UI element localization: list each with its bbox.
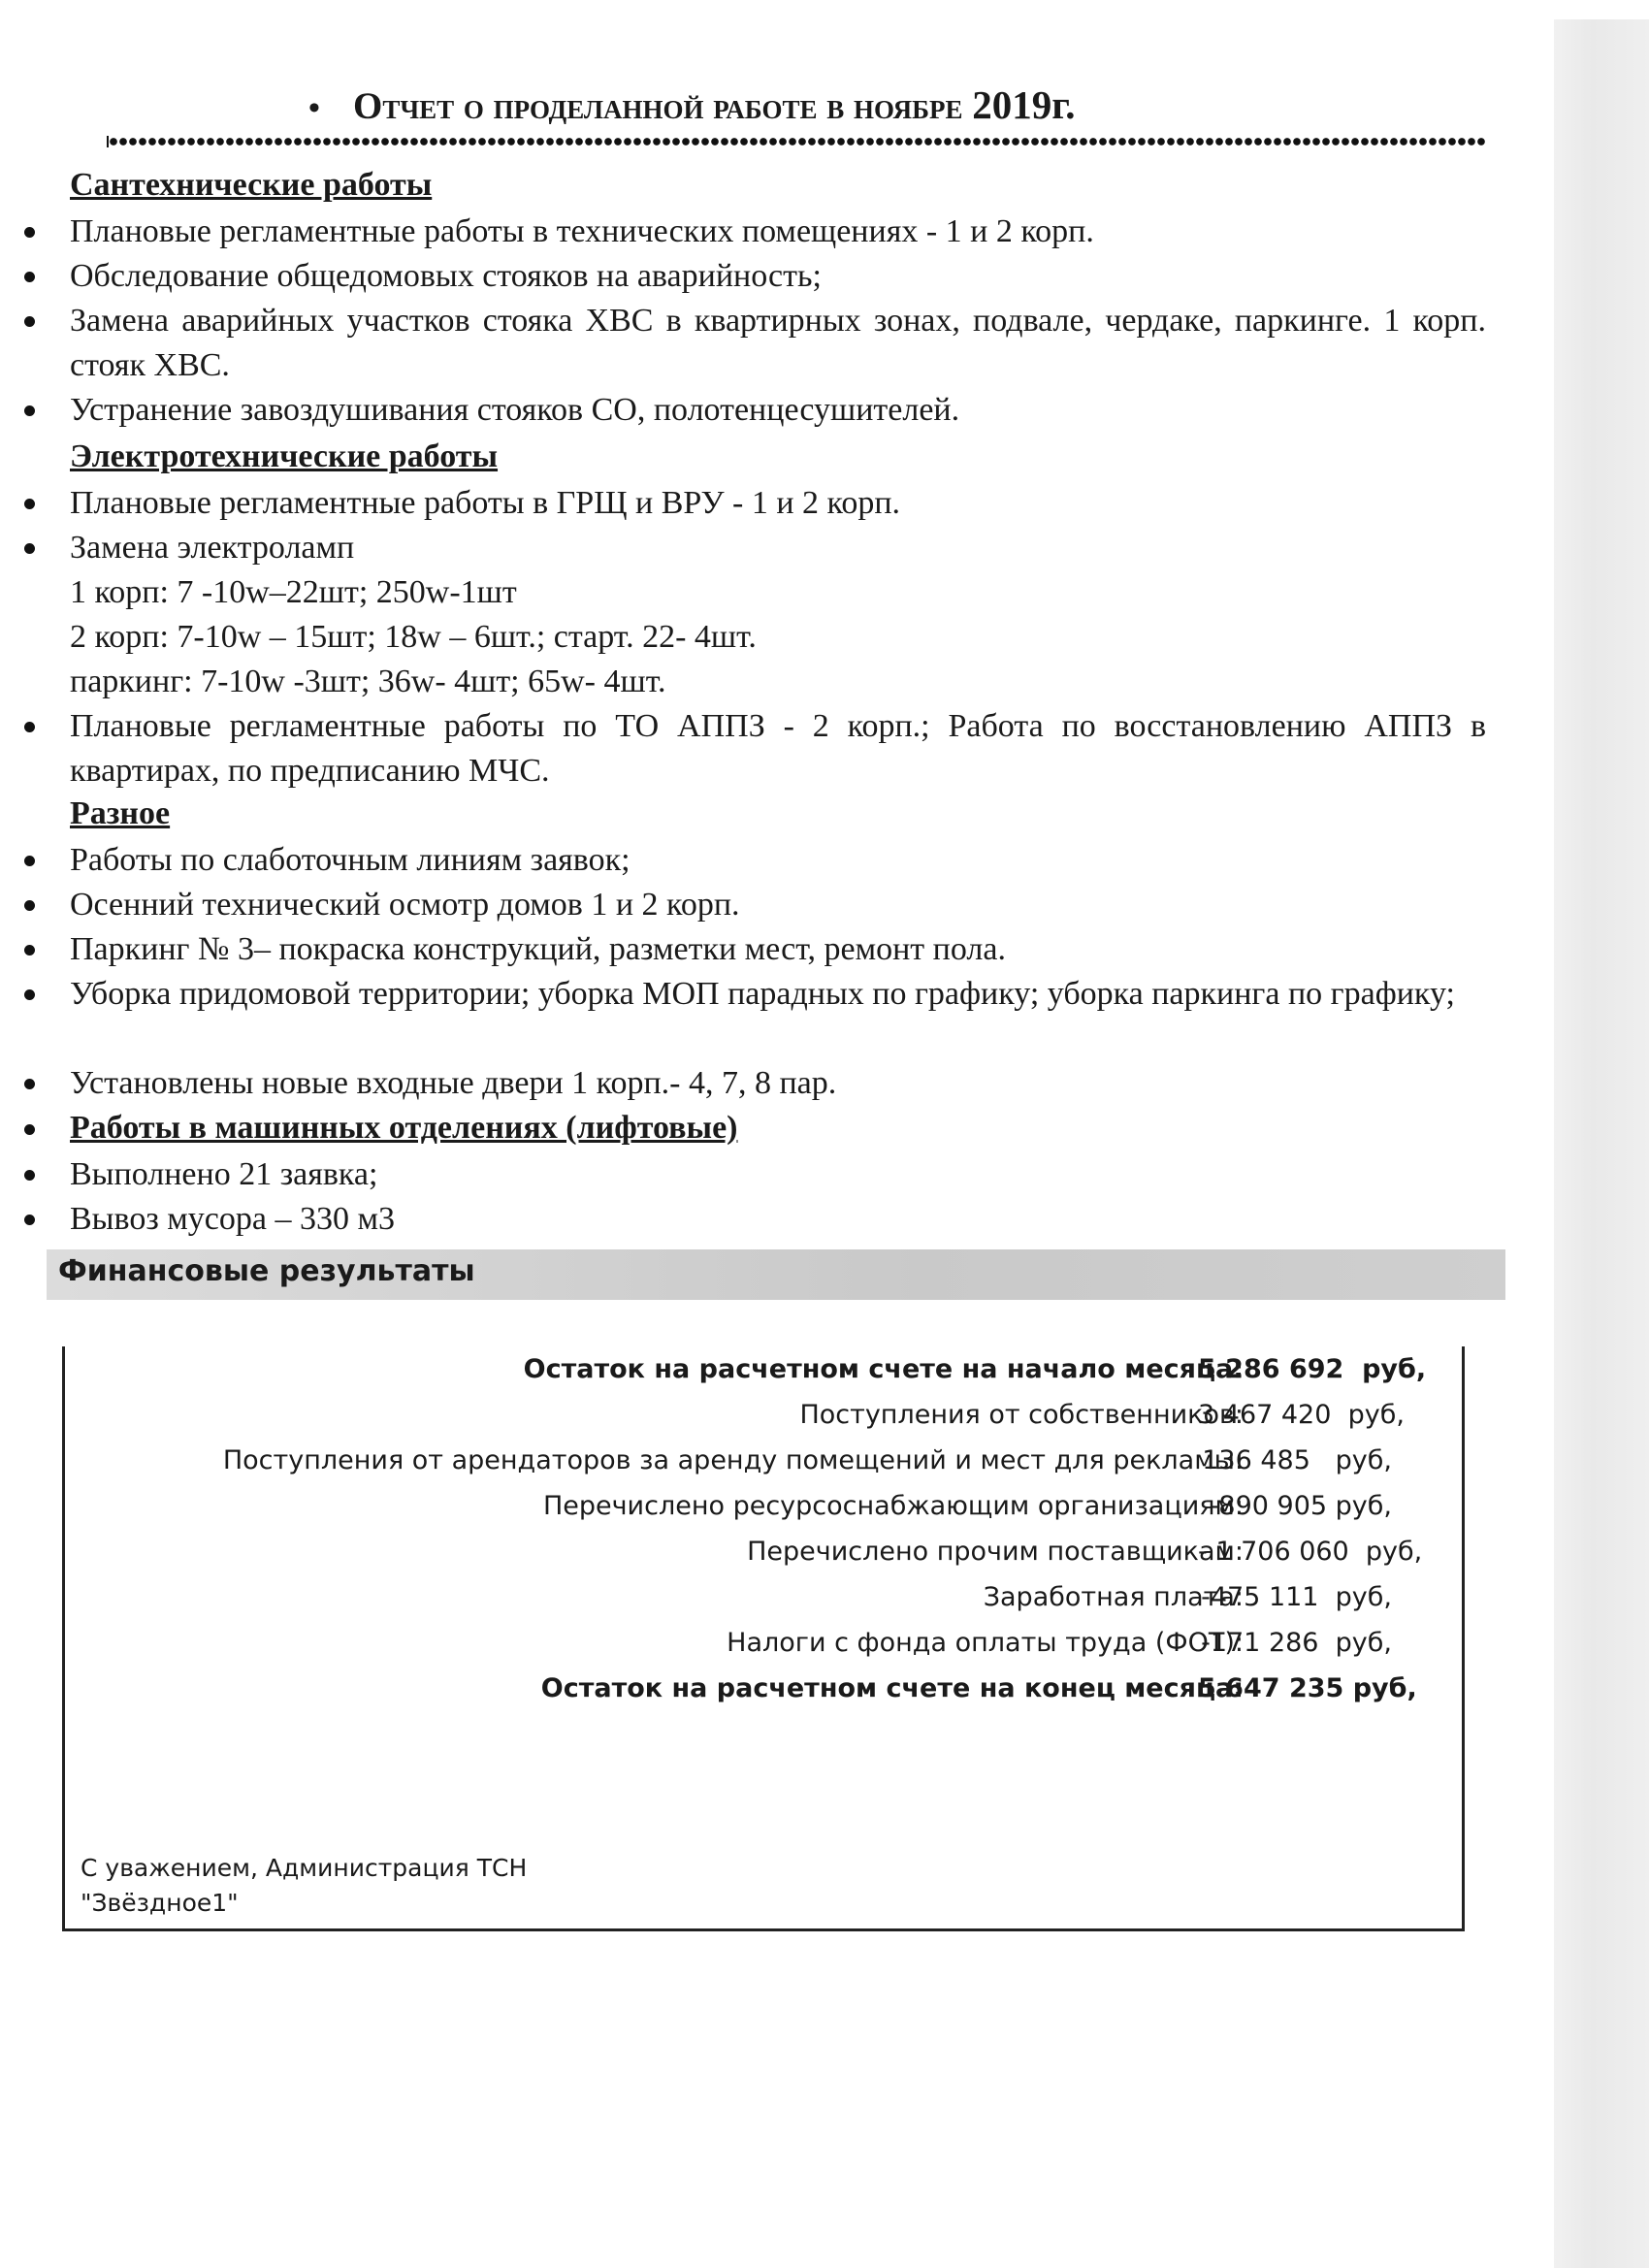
list-item: Паркинг № 3– покраска конструкций, разметки мест, ремонт пола. <box>70 927 1486 972</box>
lamps-line: паркинг: 7-10w -3шт; 36w- 4шт; 65w- 4шт. <box>70 664 666 699</box>
finance-row <box>65 1582 1462 1625</box>
list-item: Вывоз мусора – 330 м3 <box>70 1197 1486 1242</box>
list-item: Плановые регламентные работы в технических помещениях - 1 и 2 корп. <box>70 210 1486 254</box>
finance-row <box>65 1354 1462 1397</box>
finance-label: Перечислено прочим поставщикам: <box>747 1537 1244 1567</box>
list-item: Выполнено 21 заявка; <box>70 1152 1486 1197</box>
finance-row <box>65 1673 1462 1716</box>
finance-label: Перечислено ресурсоснабжающим организациям: <box>542 1491 1244 1521</box>
finance-label: Заработная плата: <box>983 1582 1244 1612</box>
finance-label: Поступления от арендаторов за аренду помещений и мест для рекламы: <box>222 1445 1244 1475</box>
finance-row <box>65 1628 1462 1670</box>
signature-line: С уважением, Администрация ТСН <box>81 1854 528 1882</box>
section-heading-electrical: Электротехнические работы <box>70 438 499 474</box>
finance-value: 5 647 235 руб, <box>1198 1673 1417 1703</box>
list-item: Плановые регламентные работы в ГРЩ и ВРУ - 1 и 2 корп. <box>70 481 1486 526</box>
title-text: Отчет о проделанной работе в ноябре <box>353 85 973 127</box>
finance-value: 3 467 420 руб, <box>1198 1400 1405 1430</box>
lamps-line: 2 корп: 7-10w – 15шт; 18w – 6шт.; старт. 22- 4шт. <box>70 619 757 655</box>
finance-value: -890 905 руб, <box>1209 1491 1392 1521</box>
list-item: Устранение завоздушивания стояков СО, полотенцесушителей. <box>70 388 1486 433</box>
title-bullet: • <box>308 90 320 126</box>
list-item-lamps <box>70 526 1486 704</box>
finance-label: Остаток на расчетном счете на конец месяца: <box>540 1673 1244 1703</box>
finance-row <box>65 1400 1462 1442</box>
section-heading-plumbing: Сантехнические работы <box>70 167 433 203</box>
list-item: Обследование общедомовых стояков на аварийность; <box>70 254 1486 299</box>
finance-label: Налоги с фонда оплаты труда (ФОТ): <box>727 1628 1244 1658</box>
list-item: Установлены новые входные двери 1 корп.- 4, 7, 8 пар. <box>70 1061 1486 1106</box>
dotted-divider <box>109 136 1486 147</box>
finance-table <box>62 1346 1465 1931</box>
finance-value: -171 286 руб, <box>1201 1628 1392 1658</box>
section-heading-elevator: Работы в машинных отделениях (лифтовые) <box>70 1110 738 1146</box>
finance-value: 5 286 692 руб, <box>1198 1354 1427 1384</box>
signature-line: "Звёздное1" <box>81 1889 239 1917</box>
list-item: Плановые регламентные работы по ТО АППЗ - 2 корп.; Работа по восстановлению АППЗ в квартирах, по предписанию МЧС. <box>70 704 1486 794</box>
finance-label: Остаток на расчетном счете на начало месяца: <box>523 1354 1244 1384</box>
list-item: Осенний технический осмотр домов 1 и 2 корп. <box>70 883 1486 927</box>
finance-row <box>65 1491 1462 1534</box>
scan-edge-shadow <box>1554 19 1649 2268</box>
list-item: Работы по слаботочным линиям заявок; <box>70 838 1486 883</box>
finance-row <box>65 1445 1462 1488</box>
finance-value: - 1 706 060 руб, <box>1198 1537 1423 1567</box>
list-item: Уборка придомовой территории; уборка МОП парадных по графику; уборка паркинга по графику; <box>70 972 1486 1017</box>
lamps-line: 1 корп: 7 -10w–22шт; 250w-1шт <box>70 574 517 610</box>
finance-value: -475 111 руб, <box>1201 1582 1392 1612</box>
list-item: Замена аварийных участков стояка ХВС в квартирных зонах, подвале, чердаке, паркинге. 1 корп. стояк ХВС. <box>70 299 1486 388</box>
title-year: 2019г. <box>972 82 1076 127</box>
finance-value: 136 485 руб, <box>1202 1445 1392 1475</box>
finance-title: Финансовые результаты <box>58 1254 475 1288</box>
finance-label: Поступления от собственников: <box>799 1400 1244 1430</box>
section-heading-misc: Разное <box>70 795 171 831</box>
report-title <box>308 81 1375 128</box>
finance-row <box>65 1537 1462 1579</box>
lamps-title: Замена электроламп <box>70 530 355 566</box>
signature <box>81 1851 527 1921</box>
